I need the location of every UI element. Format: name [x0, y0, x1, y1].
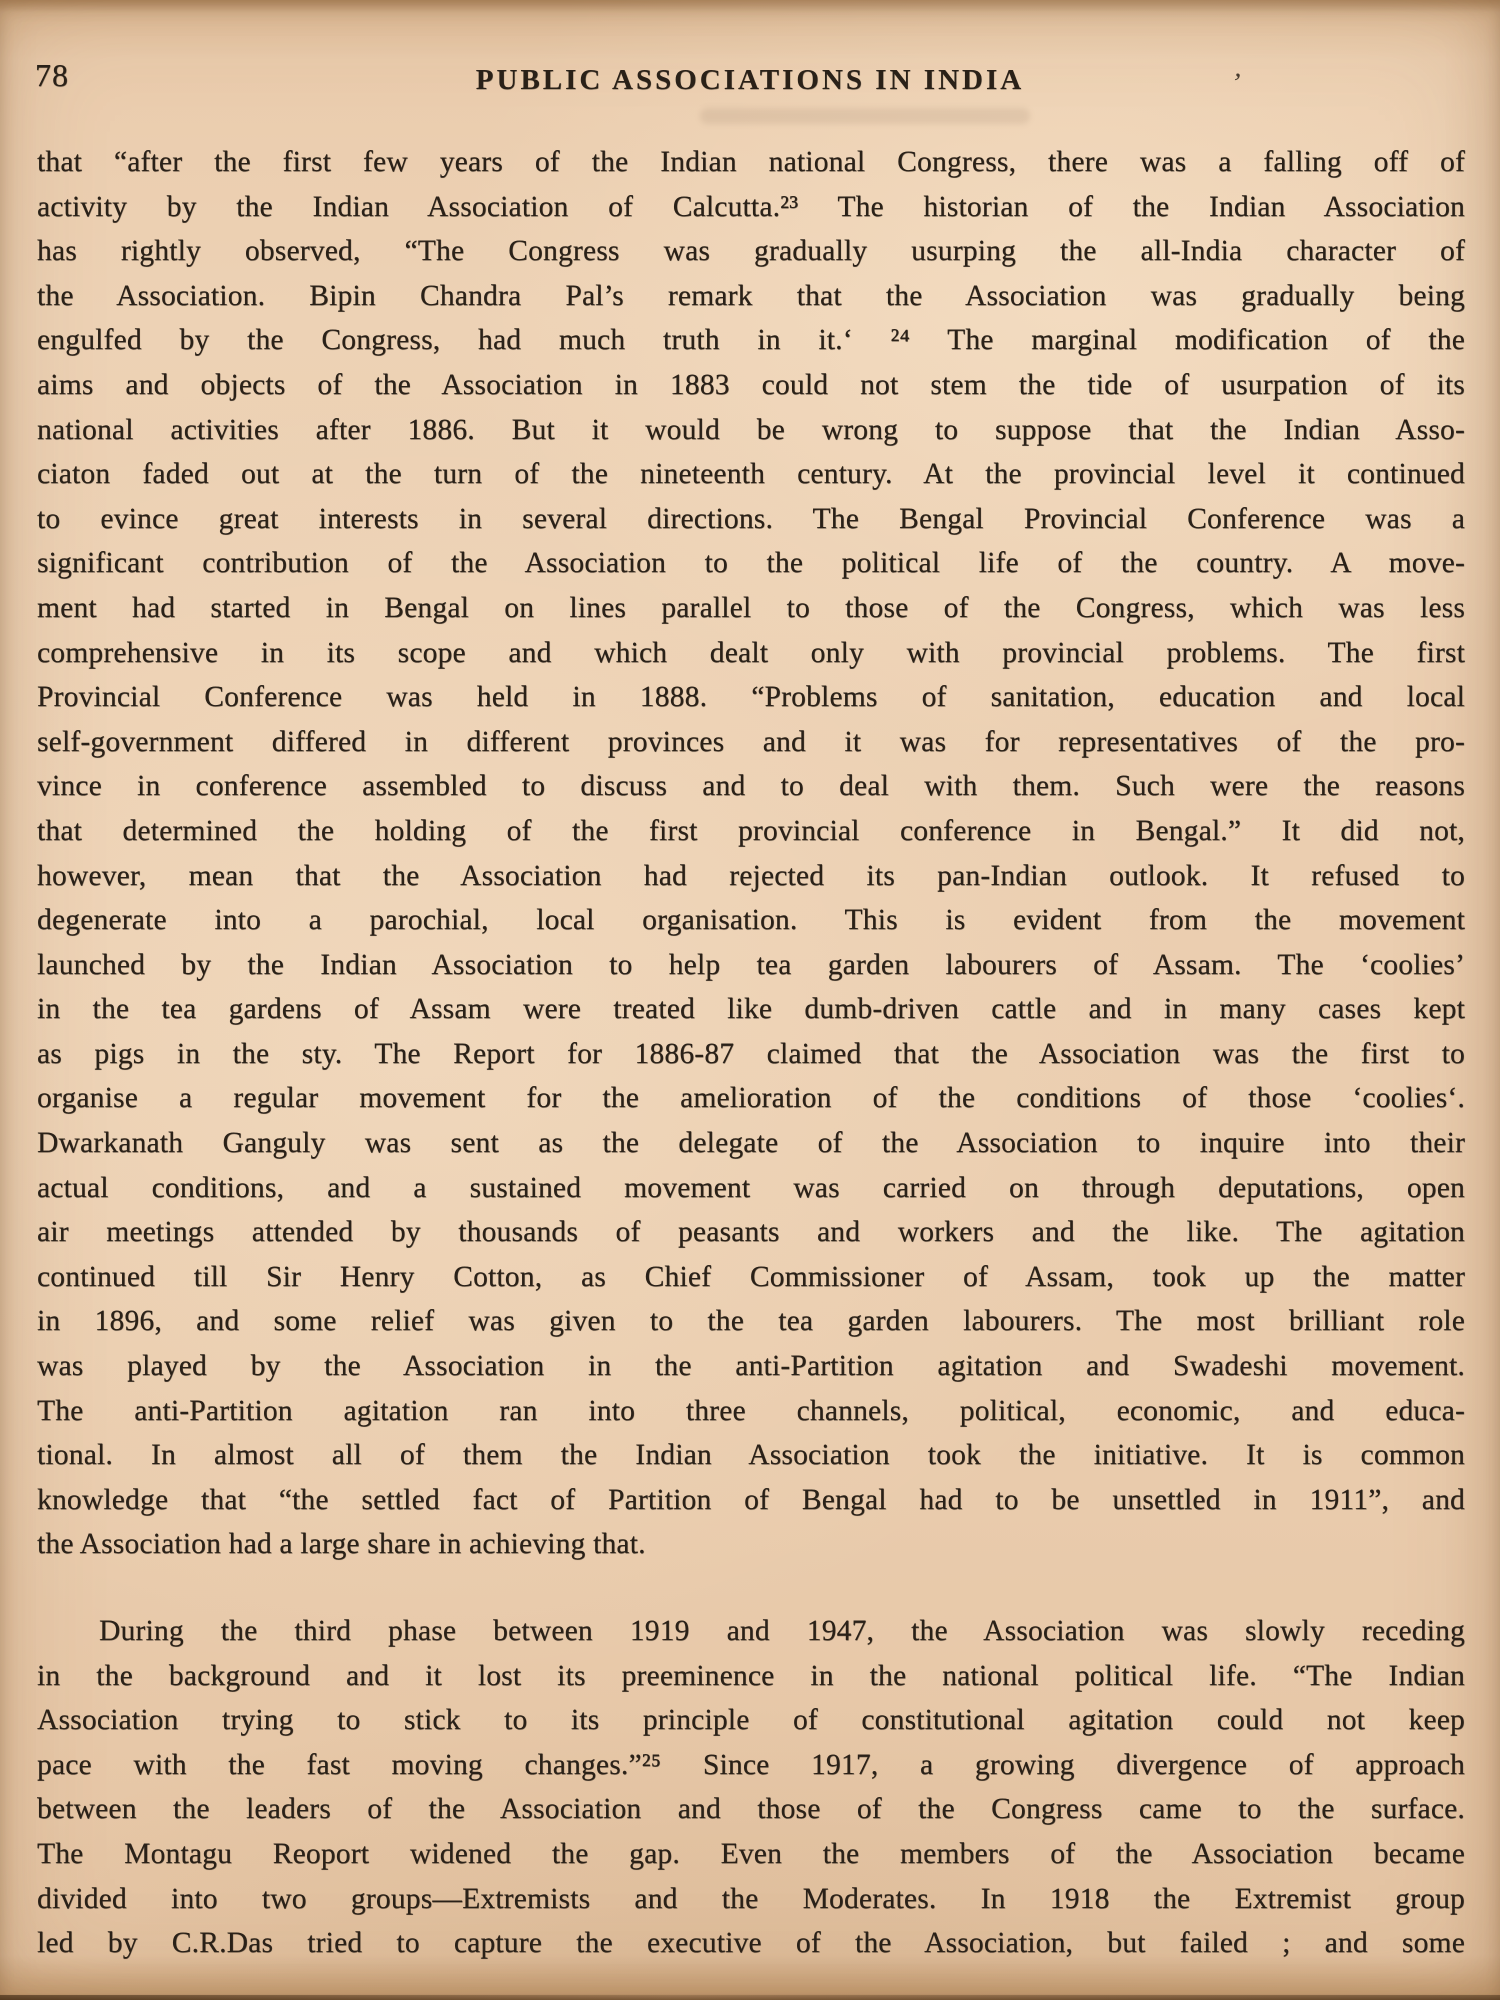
text-line: air meetings attended by thousands of peasants and workers and the like. The agitation — [37, 1216, 1465, 1249]
text-line: degenerate into a parochial, local organisation. This is evident from the movement — [37, 904, 1465, 937]
text-line: knowledge that “the settled fact of Partition of Bengal had to be unsettled in 1911”, and — [37, 1483, 1465, 1516]
text-line: vince in conference assembled to discuss and to deal with them. Such were the reasons — [37, 770, 1465, 803]
text-line: Dwarkanath Ganguly was sent as the delegate of the Association to inquire into their — [37, 1127, 1465, 1160]
text-line: ment had started in Bengal on lines parallel to those of the Congress, which was less — [37, 591, 1465, 624]
text-line: aims and objects of the Association in 1883 could not stem the tide of usurpation of its — [37, 368, 1465, 401]
text-line: in the tea gardens of Assam were treated like dumb-driven cattle and in many cases kept — [37, 993, 1465, 1026]
text-line: to evince great interests in several directions. The Bengal Provincial Conference was a — [37, 502, 1465, 535]
text-line: Association trying to stick to its principle of constitutional agitation could not keep — [37, 1704, 1465, 1737]
text-line: however, mean that the Association had rejected its pan-Indian outlook. It refused to — [37, 859, 1465, 892]
page-number: 78 — [35, 57, 69, 93]
text-line: the Association had a large share in achieving that. — [37, 1528, 646, 1561]
text-line: During the third phase between 1919 and 1947, the Association was slowly receding — [99, 1615, 1465, 1647]
text-line: pace with the fast moving changes.”²⁵ Since 1917, a growing divergence of approach — [37, 1748, 1465, 1781]
text-line: engulfed by the Congress, had much truth in it.‘ ²⁴ The marginal modification of the — [37, 324, 1465, 357]
text-line: comprehensive in its scope and which dealt only with provincial problems. The first — [37, 636, 1465, 669]
text-line: continued till Sir Henry Cotton, as Chief Commissioner of Assam, took up the matter — [37, 1260, 1465, 1293]
text-line: self-government differed in different provinces and it was for representatives of the pro- — [37, 725, 1465, 758]
text-line: Provincial Conference was held in 1888. “Problems of sanitation, education and local — [37, 681, 1465, 714]
stray-ink-mark: ’ — [1229, 67, 1244, 100]
text-line: as pigs in the sty. The Report for 1886-87 claimed that the Association was the first to — [37, 1037, 1465, 1070]
text-line: The anti-Partition agitation ran into three channels, political, economic, and educa- — [37, 1394, 1465, 1427]
text-line: has rightly observed, “The Congress was gradually usurping the all-India character of — [37, 235, 1465, 268]
text-line: activity by the Indian Association of Calcutta.²³ The historian of the Indian Association — [37, 190, 1465, 223]
text-line: launched by the Indian Association to help tea garden labourers of Assam. The ‘coolies’ — [37, 948, 1465, 981]
text-line: national activities after 1886. But it would be wrong to suppose that the Indian Asso- — [37, 413, 1465, 446]
text-line: ciaton faded out at the turn of the nineteenth century. At the provincial level it continued — [37, 458, 1465, 491]
text-line: the Association. Bipin Chandra Pal’s remark that the Association was gradually being — [37, 279, 1465, 312]
ink-bleedthrough-smudge — [700, 108, 1030, 124]
paragraph — [37, 1609, 1465, 1966]
text-line: was played by the Association in the anti-Partition agitation and Swadeshi movement. — [37, 1350, 1465, 1383]
text-line: divided into two groups—Extremists and the Moderates. In 1918 the Extremist group — [37, 1882, 1465, 1915]
text-block — [37, 140, 1465, 1966]
paragraph — [37, 140, 1465, 1567]
text-line: actual conditions, and a sustained movement was carried on through deputations, open — [37, 1171, 1465, 1204]
text-line: tional. In almost all of them the Indian Association took the initiative. It is common — [37, 1439, 1465, 1472]
running-title: PUBLIC ASSOCIATIONS IN INDIA — [475, 64, 1025, 96]
text-line: that determined the holding of the first provincial conference in Bengal.” It did not, — [37, 814, 1465, 847]
text-line: in the background and it lost its preeminence in the national political life. “The Indian — [37, 1659, 1465, 1692]
text-line: organise a regular movement for the amelioration of the conditions of those ‘coolies‘. — [37, 1082, 1465, 1115]
text-line: significant contribution of the Association to the political life of the country. A move- — [37, 547, 1465, 580]
text-line: that “after the first few years of the Indian national Congress, there was a falling off of — [37, 146, 1465, 178]
text-line: in 1896, and some relief was given to the tea garden labourers. The most brilliant role — [37, 1305, 1465, 1338]
text-line: between the leaders of the Association and those of the Congress came to the surface. — [37, 1793, 1465, 1826]
text-line: The Montagu Reoport widened the gap. Even the members of the Association became — [37, 1837, 1465, 1870]
text-line: led by C.R.Das tried to capture the executive of the Association, but failed ; and some — [37, 1927, 1465, 1960]
